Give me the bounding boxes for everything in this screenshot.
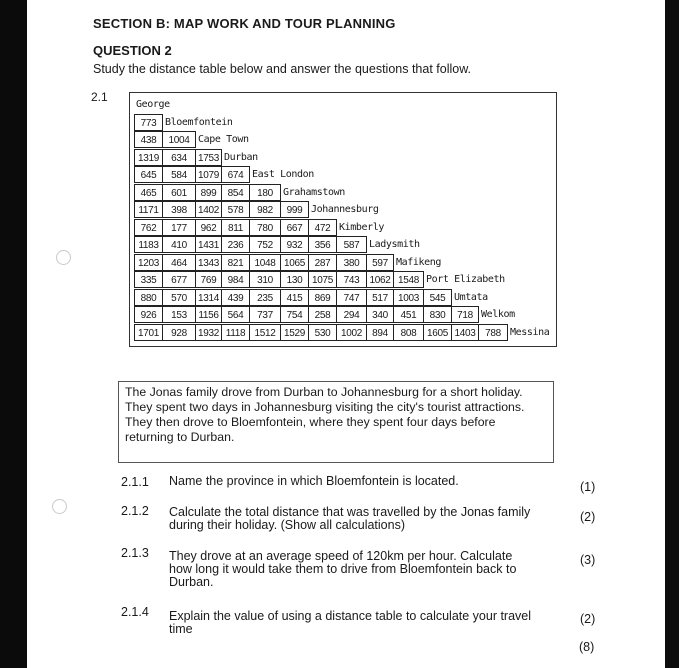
distance-cell: 451 — [393, 306, 424, 323]
distance-cell: 335 — [134, 271, 163, 288]
distance-cell: 517 — [366, 289, 394, 306]
distance-cell: 1529 — [280, 324, 309, 341]
distance-cell: 808 — [393, 324, 424, 341]
distance-cell: 677 — [162, 271, 196, 288]
town-label: Port Elizabeth — [426, 274, 505, 285]
distance-cell: 177 — [162, 219, 196, 236]
distance-cell: 1512 — [249, 324, 281, 341]
question-number: 2.1.2 — [121, 504, 149, 518]
distance-cell: 1065 — [280, 254, 309, 271]
distance-cell: 962 — [195, 219, 222, 236]
distance-cell: 584 — [162, 166, 196, 183]
distance-cell: 380 — [336, 254, 367, 271]
town-label: Umtata — [454, 291, 488, 303]
distance-cell: 869 — [308, 289, 337, 306]
question-title: QUESTION 2 — [93, 43, 172, 58]
question-marks: (3) — [580, 553, 596, 567]
distance-cell: 1605 — [423, 324, 452, 341]
instruction-text: Study the distance table below and answer the questions that follow. — [93, 62, 472, 76]
scenario-box — [118, 381, 554, 463]
distance-cell: 899 — [195, 184, 222, 201]
distance-cell: 340 — [366, 306, 394, 323]
question-line: Durban. — [169, 575, 214, 589]
distance-cell: 1079 — [195, 166, 222, 183]
question-marks: (2) — [580, 510, 596, 524]
distance-cell: 310 — [249, 271, 281, 288]
distance-cell: 1932 — [195, 324, 222, 341]
town-label: Kimberly — [339, 221, 384, 233]
question-line: They drove at an average speed of 120km per hour. Calculate — [169, 549, 513, 563]
scan-left-edge — [0, 0, 27, 668]
distance-cell: 472 — [308, 219, 337, 236]
distance-cell: 932 — [280, 236, 309, 253]
question-text — [169, 550, 549, 589]
distance-cell: 773 — [134, 114, 163, 131]
distance-cell: 1118 — [221, 324, 250, 341]
distance-cell: 356 — [308, 236, 337, 253]
distance-cell: 737 — [249, 306, 281, 323]
distance-cell: 398 — [162, 201, 196, 218]
distance-cell: 464 — [162, 254, 196, 271]
item-number: 2.1 — [91, 90, 108, 104]
distance-cell: 1062 — [366, 271, 394, 288]
distance-cell: 235 — [249, 289, 281, 306]
distance-cell: 130 — [280, 271, 309, 288]
question-text — [169, 506, 549, 532]
question-line: during their holiday. (Show all calculations) — [169, 518, 405, 532]
question-line: Explain the value of using a distance table to calculate your travel — [169, 609, 532, 623]
question-line: time — [169, 622, 193, 636]
question-number: 2.1.3 — [121, 546, 149, 560]
distance-cell: 180 — [249, 184, 281, 201]
town-label: Bloemfontein — [165, 116, 233, 128]
distance-cell: 894 — [366, 324, 394, 341]
distance-cell: 1183 — [134, 236, 163, 253]
distance-cell: 999 — [280, 201, 309, 218]
distance-cell: 743 — [336, 271, 367, 288]
distance-cell: 601 — [162, 184, 196, 201]
distance-cell: 287 — [308, 254, 337, 271]
distance-cell: 667 — [280, 219, 309, 236]
distance-cell: 578 — [221, 201, 250, 218]
town-label: East London — [252, 169, 314, 180]
distance-cell: 597 — [366, 254, 394, 271]
distance-cell: 854 — [221, 184, 250, 201]
distance-cell: 236 — [221, 236, 250, 253]
distance-cell: 1002 — [336, 324, 367, 341]
total-marks: (8) — [579, 640, 595, 654]
distance-cell: 1075 — [308, 271, 337, 288]
distance-cell: 752 — [249, 236, 281, 253]
distance-cell: 1003 — [393, 289, 424, 306]
distance-cell: 1048 — [249, 254, 281, 271]
distance-cell: 530 — [308, 324, 337, 341]
town-label: Durban — [224, 151, 258, 163]
distance-cell: 153 — [162, 306, 196, 323]
distance-cell: 788 — [478, 324, 508, 341]
scenario-line: The Jonas family drove from Durban to Johannesburg for a short holiday. — [125, 385, 523, 399]
distance-cell: 762 — [134, 219, 163, 236]
question-line: Name the province in which Bloemfontein is located. — [169, 474, 459, 488]
distance-cell: 410 — [162, 236, 196, 253]
question-text — [169, 610, 549, 636]
town-label: George — [136, 99, 170, 110]
town-label: Ladysmith — [369, 239, 420, 250]
distance-cell: 294 — [336, 306, 367, 323]
distance-cell: 1548 — [393, 271, 424, 288]
distance-cell: 1314 — [195, 289, 222, 306]
distance-cell: 545 — [423, 289, 452, 306]
distance-cell: 415 — [280, 289, 309, 306]
distance-cell: 465 — [134, 184, 163, 201]
distance-cell: 1203 — [134, 254, 163, 271]
question-line: how long it would take them to drive from Bloemfontein back to — [169, 562, 517, 576]
distance-cell: 1319 — [134, 149, 163, 166]
distance-cell: 645 — [134, 166, 163, 183]
distance-cell: 439 — [221, 289, 250, 306]
question-number: 2.1.1 — [121, 475, 149, 489]
distance-cell: 880 — [134, 289, 163, 306]
distance-cell: 1171 — [134, 201, 163, 218]
punch-hole-top — [56, 250, 71, 265]
distance-cell: 587 — [336, 236, 367, 253]
distance-cell: 1701 — [134, 324, 163, 341]
distance-cell: 984 — [221, 271, 250, 288]
distance-cell: 830 — [423, 306, 452, 323]
distance-cell: 769 — [195, 271, 222, 288]
town-label: Welkom — [481, 309, 515, 320]
distance-cell: 1431 — [195, 236, 222, 253]
distance-cell: 926 — [134, 306, 163, 323]
distance-cell: 570 — [162, 289, 196, 306]
distance-cell: 1343 — [195, 254, 222, 271]
distance-cell: 982 — [249, 201, 281, 218]
distance-cell: 811 — [221, 219, 250, 236]
scenario-line: They then drove to Bloemfontein, where they spent four days before — [125, 415, 496, 429]
distance-cell: 928 — [162, 324, 196, 341]
distance-cell: 258 — [308, 306, 337, 323]
question-text — [169, 475, 549, 488]
town-label: Cape Town — [198, 134, 249, 145]
distance-cell: 634 — [162, 149, 196, 166]
distance-cell: 780 — [249, 219, 281, 236]
distance-cell: 821 — [221, 254, 250, 271]
distance-cell: 1753 — [195, 149, 222, 166]
distance-cell: 564 — [221, 306, 250, 323]
punch-hole-bottom — [52, 499, 67, 514]
question-number: 2.1.4 — [121, 605, 149, 619]
town-label: Messina — [510, 326, 550, 338]
section-title: SECTION B: MAP WORK AND TOUR PLANNING — [93, 16, 396, 31]
distance-cell: 718 — [451, 306, 479, 323]
question-marks: (2) — [580, 612, 596, 626]
scenario-line: They spent two days in Johannesburg visiting the city's tourist attractions. — [125, 400, 525, 414]
town-label: Grahamstown — [283, 186, 345, 198]
scenario-line: returning to Durban. — [125, 430, 235, 444]
town-label: Mafikeng — [396, 256, 441, 268]
question-line: Calculate the total distance that was travelled by the Jonas family — [169, 505, 531, 519]
question-marks: (1) — [580, 480, 596, 494]
distance-cell: 754 — [280, 306, 309, 323]
distance-cell: 747 — [336, 289, 367, 306]
distance-cell: 1402 — [195, 201, 222, 218]
scan-right-edge — [665, 0, 679, 668]
distance-cell: 1004 — [162, 131, 196, 148]
distance-cell: 438 — [134, 131, 163, 148]
distance-cell: 1156 — [195, 306, 222, 323]
town-label: Johannesburg — [311, 204, 379, 215]
distance-cell: 674 — [221, 166, 250, 183]
distance-cell: 1403 — [451, 324, 479, 341]
